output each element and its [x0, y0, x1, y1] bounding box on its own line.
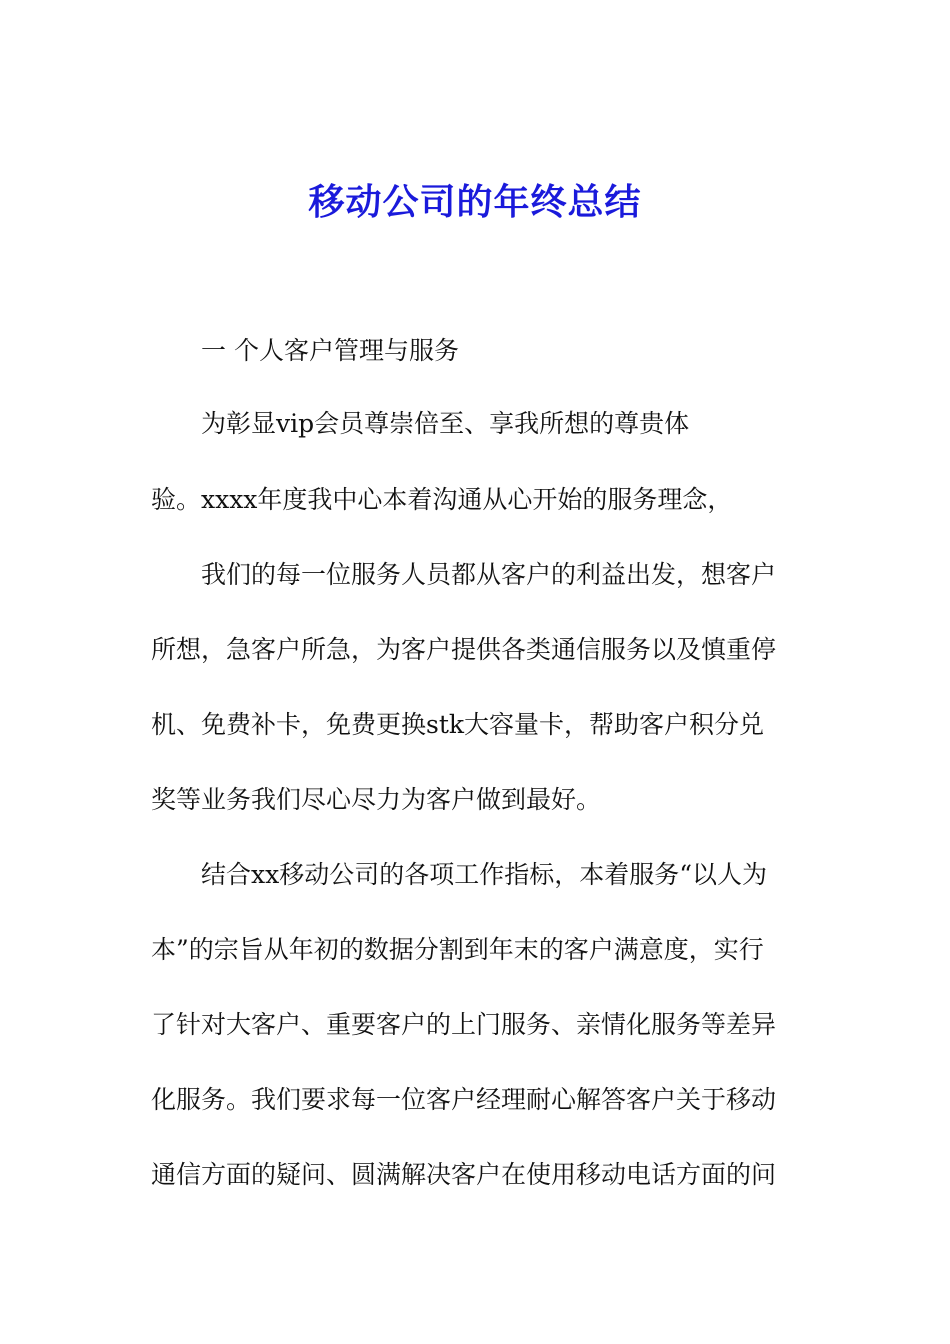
paragraph-line: 机、免费补卡，免费更换stk大容量卡，帮助客户积分兑	[151, 710, 765, 739]
paragraph-line: 为彰显vip会员尊崇倍至、享我所想的尊贵体	[201, 409, 690, 438]
paragraph-line: 化服务。我们要求每一位客户经理耐心解答客户关于移动	[151, 1085, 777, 1114]
paragraph-line: 结合xx移动公司的各项工作指标，本着服务“以人为	[201, 860, 767, 889]
paragraph-line: 本”的宗旨从年初的数据分割到年末的客户满意度，实行	[151, 935, 764, 964]
paragraph-line: 奖等业务我们尽心尽力为客户做到最好。	[151, 785, 602, 814]
paragraph-line: 了针对大客户、重要客户的上门服务、亲情化服务等差异	[151, 1010, 777, 1039]
paragraph-line: 验。xxxx年度我中心本着沟通从心开始的服务理念，	[151, 485, 733, 514]
paragraph-line: 我们的每一位服务人员都从客户的利益出发，想客户	[201, 560, 777, 589]
section-heading: 一 个人客户管理与服务	[201, 336, 459, 365]
paragraph-line: 所想，急客户所急，为客户提供各类通信服务以及慎重停	[151, 635, 777, 664]
paragraph-line: 通信方面的疑问、圆满解决客户在使用移动电话方面的问	[151, 1160, 777, 1189]
document-title: 移动公司的年终总结	[308, 182, 642, 223]
